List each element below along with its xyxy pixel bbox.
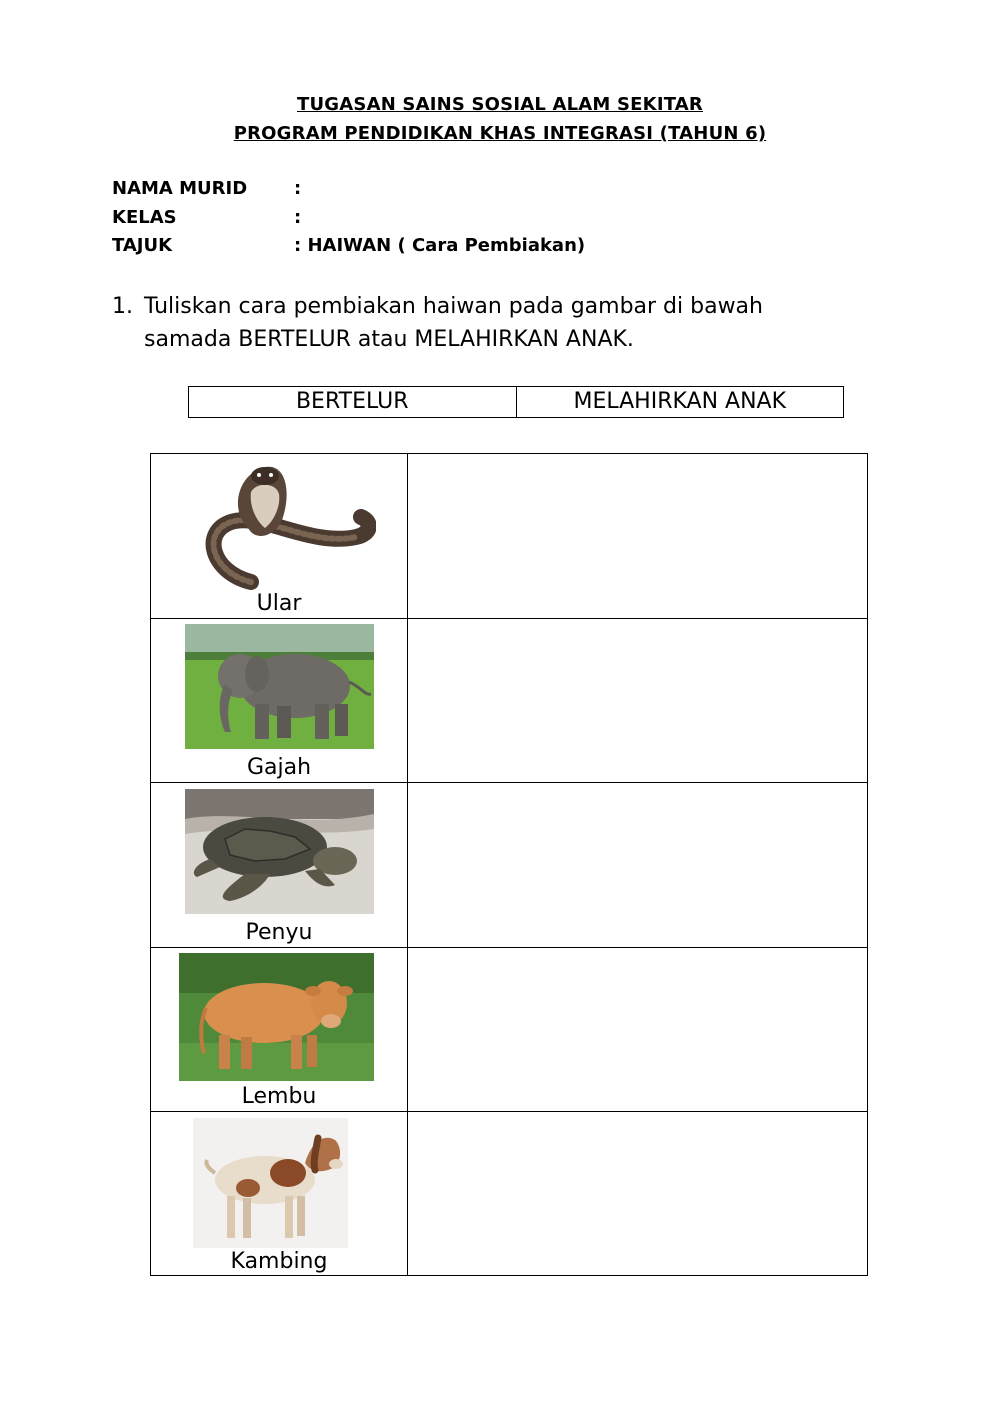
cow-image (179, 953, 374, 1081)
answer-choices-table (188, 386, 844, 418)
answer-cell[interactable] (408, 783, 867, 947)
topic-label: TAJUK (112, 235, 173, 256)
table-row (151, 947, 867, 1112)
turtle-image (185, 789, 374, 914)
elephant-image (185, 624, 374, 749)
animal-cell (151, 947, 408, 1111)
student-name-row (112, 178, 301, 199)
table-row (151, 783, 867, 948)
animal-answer-table (150, 453, 868, 1276)
student-name-label: NAMA MURID (112, 178, 248, 199)
table-row (151, 1112, 867, 1276)
answer-cell[interactable] (408, 947, 867, 1111)
choice-melahirkan-anak: MELAHIRKAN ANAK (516, 387, 844, 417)
animal-name: Penyu (245, 920, 313, 945)
animal-cell (151, 454, 408, 618)
animal-name: Gajah (246, 755, 312, 780)
animal-name: Lembu (241, 1084, 317, 1109)
animal-name: Kambing (230, 1249, 328, 1274)
class-label: KELAS (112, 207, 177, 228)
question-1 (112, 290, 852, 356)
topic-value: : HAIWAN ( Cara Pembiakan) (294, 235, 586, 256)
table-row (151, 454, 867, 619)
animal-cell (151, 618, 408, 782)
choice-bertelur: BERTELUR (295, 389, 409, 414)
animal-cell (151, 783, 408, 947)
snake-image (191, 462, 376, 590)
worksheet-title-line2: PROGRAM PENDIDIKAN KHAS INTEGRASI (TAHUN 6) (233, 123, 767, 144)
class-row (112, 207, 301, 228)
answer-cell[interactable] (408, 454, 867, 618)
worksheet-title-line1: TUGASAN SAINS SOSIAL ALAM SEKITAR (297, 94, 703, 115)
animal-cell (151, 1112, 408, 1276)
question-text: Tuliskan cara pembiakan haiwan pada gambar di bawah samada BERTELUR atau MELAHIRKAN ANAK. (144, 294, 763, 352)
student-name-colon: : (294, 178, 302, 199)
class-colon: : (294, 207, 302, 228)
topic-row (112, 235, 585, 256)
table-row (151, 618, 867, 783)
answer-cell[interactable] (408, 1112, 867, 1276)
question-number: 1. (112, 294, 133, 319)
answer-cell[interactable] (408, 618, 867, 782)
goat-image (193, 1118, 348, 1248)
animal-name: Ular (256, 591, 302, 616)
